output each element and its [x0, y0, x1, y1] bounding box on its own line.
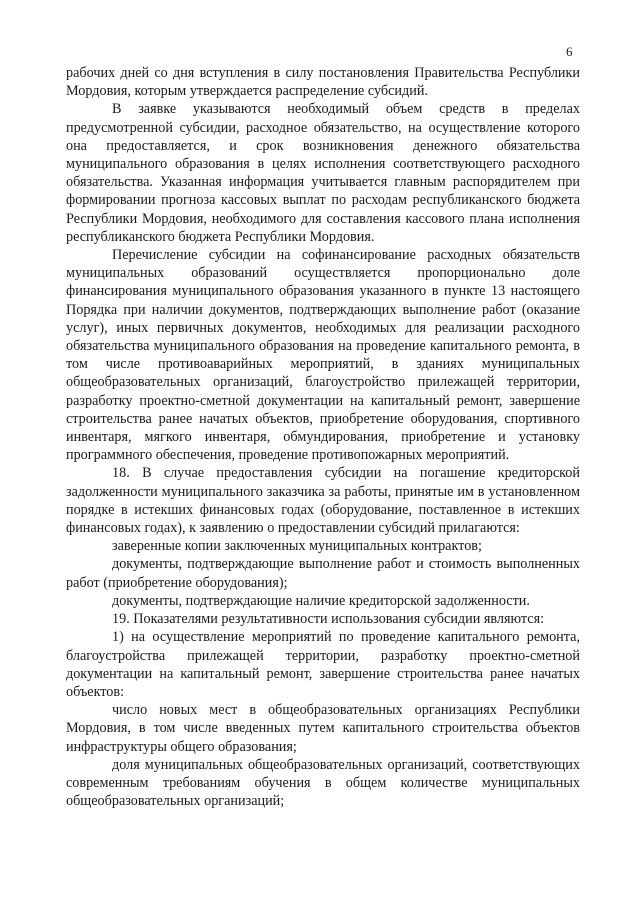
document-body: [66, 64, 580, 810]
page-number: 6: [566, 44, 573, 59]
list-item-debt-documents: документы, подтверждающие наличие кредиторской задолженности.: [112, 592, 530, 609]
paragraph-item-19: 19. Показателями результативности использования субсидии являются:: [112, 611, 545, 628]
indicator-new-places: число новых мест в общеобразовательных организациях Республики Мордовия, в том числе введенных путем капитального строительства объектов инфраструктуры общего образования;: [66, 702, 580, 755]
paragraph-item-18: 18. В случае предоставления субсидии на погашение кредиторской задолженности муниципального заказчика за работы, принятые им в установленном порядке в истекших финансовых годах (оборудование, поставленное в истекших финансовых годах), к заявлению о предоставлении субсидий прилагаются:: [66, 465, 580, 537]
indicator-share-organizations: доля муниципальных общеобразовательных организаций, соответствующих современным требованиям обучения в общем количестве муниципальных общеобразовательных организаций;: [66, 756, 580, 810]
paragraph-item-19-1: 1) на осуществление мероприятий по проведение капитального ремонта, благоустройства прилежащей территории, разработку проектно-сметной документации на капитальный ремонт, завершение строительства ранее начатых объектов:: [66, 629, 580, 700]
list-item-contract-copies: заверенные копии заключенных муниципальных контрактов;: [112, 538, 482, 555]
paragraph-subsidy-transfer: Перечисление субсидии на софинансирование расходных обязательств муниципальных образований осуществляется пропорционально доле финансирования муниципального образования указанного в пункте 13 настоящего Порядка при наличии документов, подтверждающих выполнение работ (оказание услуг), иных первичных документов, необходимых для реализации расходного обязательства муниципального образования на проведение капитального ремонта, в том числе противоаварийных мероприятий, в зданиях муниципальных общеобразовательных организаций, благоустройство прилежащей территории, разработку проектно-сметной документации на капитальный ремонт, завершение строительства ранее начатых объектов, приобретение оборудования, спортивного инвентаря, мягкого инвентаря, обмундирования, приобретение и установку программного обеспечения, проведение противопожарных мероприятий.: [66, 247, 580, 464]
list-item-work-documents: документы, подтверждающие выполнение работ и стоимость выполненных работ (приобретение оборудования);: [66, 556, 580, 591]
paragraph-application-contents: В заявке указываются необходимый объем средств в пределах предусмотренной субсидии, расходное обязательство, на осуществление которого она предоставляется, и срок возникновения денежного обязательства муниципального образования в целях исполнения соответствующего расходного обязательства. Указанная информация учитывается главным распорядителем при формировании прогноза кассовых выплат по расходам республиканского бюджета Республики Мордовия, необходимого для составления кассового плана исполнения республиканского бюджета Республики Мордовия.: [66, 101, 580, 245]
paragraph-continuation: рабочих дней со дня вступления в силу постановления Правительства Республики Мордовия, которым утверждается распределение субсидий.: [66, 65, 580, 100]
